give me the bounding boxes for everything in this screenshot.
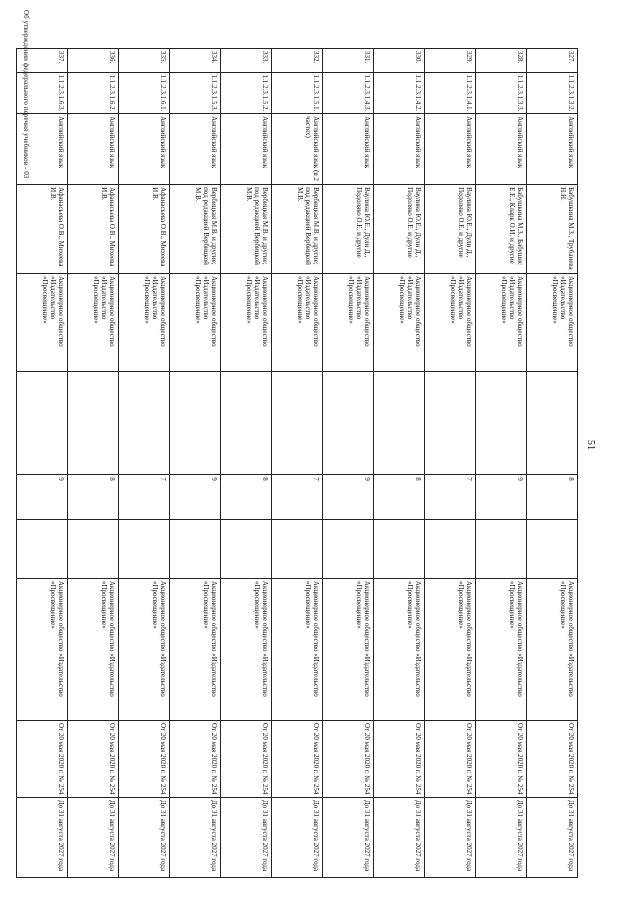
row-publisher <box>476 273 527 371</box>
row-number <box>68 49 119 73</box>
table-row <box>374 49 425 878</box>
row-authors-text: Афанасьева О.В., Михеева И.В. <box>99 187 116 267</box>
row-grade <box>527 475 578 519</box>
row-subject-text: Английский язык <box>414 116 422 169</box>
row-authors <box>374 185 425 274</box>
row-grade-text: 8 <box>414 477 422 481</box>
row-authors-text: Вербицкая М.В. и другие; под редакцией Вербицкой М.В. <box>193 187 218 265</box>
row-authors-text: Афанасьева О.В., Михеева И.В. <box>48 187 65 267</box>
row-publisher <box>68 273 119 371</box>
row-code <box>476 72 527 113</box>
row-term-text: До 31 августа 2027 года <box>210 799 218 872</box>
row-blank-cell <box>374 519 425 578</box>
row-order <box>68 721 119 798</box>
row-order <box>170 721 221 798</box>
row-blank-cell <box>119 371 170 475</box>
row-subject-text: Английский язык <box>516 116 524 169</box>
row-term-text: До 31 августа 2027 года <box>414 799 422 872</box>
table-row <box>119 49 170 878</box>
row-number <box>119 49 170 73</box>
row-authors <box>323 185 374 274</box>
row-number-text: 328. <box>516 51 524 64</box>
row-number-text: 332. <box>312 51 320 64</box>
row-blank-cell <box>425 371 476 475</box>
row-order-text: От 20 мая 2020 г. № 254 <box>312 723 320 795</box>
row-grade <box>374 475 425 519</box>
row-publisher-text: Акционерное общество «Издательство «Просвещение» <box>295 275 320 347</box>
row-publisher-2-text: Акционерное общество «Издательство «Просвещение» <box>558 580 575 697</box>
row-blank-cell <box>476 519 527 578</box>
row-publisher-2-text: Акционерное общество «Издательство «Просвещение» <box>99 580 116 697</box>
row-subject-text: Английский язык <box>108 116 116 169</box>
row-order-text: От 20 мая 2020 г. № 254 <box>261 723 269 795</box>
row-blank-cell <box>272 371 323 475</box>
row-term <box>272 797 323 877</box>
row-grade <box>221 475 272 519</box>
row-publisher-2-text: Акционерное общество «Издательство «Просвещение» <box>150 580 167 697</box>
row-authors-text: Вербицкая М.В. и другие; под редакцией Вербицкой М.В. <box>295 187 320 265</box>
row-blank-cell <box>17 371 68 475</box>
table-row <box>221 49 272 878</box>
row-authors <box>170 185 221 274</box>
row-authors <box>527 185 578 274</box>
table-row <box>527 49 578 878</box>
row-publisher-2-text: Акционерное общество «Издательство «Просвещение» <box>252 580 269 697</box>
row-number-text: 331. <box>363 51 371 64</box>
row-publisher-text: Акционерное общество «Издательство «Просвещение» <box>193 275 218 347</box>
row-subject-text: Английский язык <box>261 116 269 169</box>
row-blank-cell <box>221 371 272 475</box>
table-row <box>476 49 527 878</box>
row-term <box>221 797 272 877</box>
row-publisher <box>221 273 272 371</box>
row-number-text: 330. <box>414 51 422 64</box>
row-order-text: От 20 мая 2020 г. № 254 <box>108 723 116 795</box>
row-code <box>119 72 170 113</box>
row-term <box>476 797 527 877</box>
row-authors <box>476 185 527 274</box>
row-publisher-2 <box>272 578 323 720</box>
row-grade-text: 8 <box>567 477 575 481</box>
row-order-text: От 20 мая 2020 г. № 254 <box>210 723 218 795</box>
row-term-text: До 31 августа 2027 года <box>567 799 575 872</box>
row-publisher-2-text: Акционерное общество «Издательство «Просвещение» <box>456 580 473 697</box>
row-term <box>17 797 68 877</box>
row-order <box>527 721 578 798</box>
table-row <box>323 49 374 878</box>
row-authors-text: Ваулина Ю.Е., Дули Д., Подоляко О.Е. и другие <box>405 187 422 258</box>
row-order-text: От 20 мая 2020 г. № 254 <box>465 723 473 795</box>
row-publisher-2 <box>425 578 476 720</box>
row-subject <box>221 114 272 185</box>
row-blank-cell <box>68 371 119 475</box>
row-blank-cell <box>425 519 476 578</box>
row-number-text: 333. <box>261 51 269 64</box>
row-authors-text: Бабушкина М.З., Трубанева Н.Н. <box>558 187 575 270</box>
row-number <box>476 49 527 73</box>
row-grade <box>476 475 527 519</box>
row-grade <box>425 475 476 519</box>
row-code <box>272 72 323 113</box>
row-term-text: До 31 августа 2027 года <box>516 799 524 872</box>
row-grade <box>272 475 323 519</box>
row-term <box>119 797 170 877</box>
row-order-text: От 20 мая 2020 г. № 254 <box>516 723 524 795</box>
row-number-text: 334. <box>210 51 218 64</box>
row-publisher-text: Акционерное общество «Издательство «Просвещение» <box>397 275 422 347</box>
row-term <box>68 797 119 877</box>
row-subject-text: Английский язык <box>567 116 575 169</box>
row-code <box>323 72 374 113</box>
row-grade-text: 9 <box>57 477 65 481</box>
row-grade-text: 7 <box>465 477 473 481</box>
row-blank-cell <box>170 519 221 578</box>
row-publisher <box>119 273 170 371</box>
row-subject <box>527 114 578 185</box>
row-publisher-2 <box>68 578 119 720</box>
row-publisher-2 <box>323 578 374 720</box>
row-code-text: 1.1.2.3.1.6.3. <box>57 74 65 112</box>
row-blank-cell <box>323 519 374 578</box>
row-blank-cell <box>476 371 527 475</box>
table-row <box>170 49 221 878</box>
row-authors <box>17 185 68 274</box>
row-publisher <box>170 273 221 371</box>
row-code-text: 1.1.2.3.1.5.2. <box>261 74 269 112</box>
row-number-text: 335. <box>159 51 167 64</box>
row-term-text: До 31 августа 2027 года <box>363 799 371 872</box>
row-authors-text: Афанасьева О.В., Михеева И.В. <box>150 187 167 267</box>
row-code <box>527 72 578 113</box>
row-order <box>425 721 476 798</box>
row-term-text: До 31 августа 2027 года <box>108 799 116 872</box>
row-code-text: 1.1.2.3.1.3.3. <box>516 74 524 112</box>
row-blank-cell <box>374 371 425 475</box>
row-subject <box>68 114 119 185</box>
row-publisher-2-text: Акционерное общество «Издательство «Просвещение» <box>354 580 371 697</box>
row-order-text: От 20 мая 2020 г. № 254 <box>159 723 167 795</box>
row-code-text: 1.1.2.3.1.5.1. <box>312 74 320 112</box>
row-blank-cell <box>17 519 68 578</box>
row-code-text: 1.1.2.3.1.6.1. <box>159 74 167 112</box>
row-grade-text: 9 <box>210 477 218 481</box>
footer-note: Об утверждении федерального перечня учебников - 03 <box>22 10 30 179</box>
row-authors <box>221 185 272 274</box>
row-authors <box>119 185 170 274</box>
row-code <box>68 72 119 113</box>
row-publisher-2-text: Акционерное общество «Издательство «Просвещение» <box>507 580 524 697</box>
row-grade-text: 9 <box>363 477 371 481</box>
row-order <box>476 721 527 798</box>
row-number <box>323 49 374 73</box>
row-blank-cell <box>221 519 272 578</box>
row-number <box>221 49 272 73</box>
row-publisher <box>374 273 425 371</box>
row-code-text: 1.1.2.3.1.4.1. <box>465 74 473 112</box>
row-order <box>272 721 323 798</box>
row-blank-cell <box>527 371 578 475</box>
row-number <box>272 49 323 73</box>
row-publisher-2-text: Акционерное общество «Издательство «Просвещение» <box>405 580 422 697</box>
table-body <box>17 49 578 878</box>
row-subject <box>374 114 425 185</box>
row-code-text: 1.1.2.3.1.3.2. <box>567 74 575 112</box>
row-publisher-2 <box>374 578 425 720</box>
row-code-text: 1.1.2.3.1.6.2. <box>108 74 116 112</box>
row-publisher <box>323 273 374 371</box>
row-number-text: 337. <box>57 51 65 64</box>
row-subject-text: Английский язык <box>210 116 218 169</box>
row-publisher <box>527 273 578 371</box>
row-term <box>527 797 578 877</box>
row-term-text: До 31 августа 2027 года <box>159 799 167 872</box>
row-subject <box>170 114 221 185</box>
row-subject-text: Английский язык <box>465 116 473 169</box>
row-grade-text: 7 <box>159 477 167 481</box>
row-code <box>221 72 272 113</box>
table-row <box>272 49 323 878</box>
row-term-text: До 31 августа 2027 года <box>465 799 473 872</box>
textbook-table <box>16 48 578 878</box>
row-number <box>374 49 425 73</box>
row-grade <box>68 475 119 519</box>
row-blank-cell <box>527 519 578 578</box>
row-authors <box>425 185 476 274</box>
row-term <box>170 797 221 877</box>
row-publisher-text: Акционерное общество «Издательство «Просвещение» <box>448 275 473 347</box>
row-order <box>374 721 425 798</box>
row-publisher-text: Акционерное общество «Издательство «Просвещение» <box>499 275 524 347</box>
row-code-text: 1.1.2.3.1.4.3. <box>363 74 371 112</box>
row-publisher-text: Акционерное общество «Издательство «Просвещение» <box>142 275 167 347</box>
row-order <box>221 721 272 798</box>
row-order <box>119 721 170 798</box>
row-publisher-2 <box>527 578 578 720</box>
row-authors <box>68 185 119 274</box>
row-subject <box>425 114 476 185</box>
row-publisher-text: Акционерное общество «Издательство «Просвещение» <box>244 275 269 347</box>
row-term <box>374 797 425 877</box>
row-subject <box>272 114 323 185</box>
row-publisher-2-text: Акционерное общество «Издательство «Просвещение» <box>303 580 320 697</box>
row-term <box>425 797 476 877</box>
row-grade-text: 7 <box>312 477 320 481</box>
row-grade-text: 8 <box>108 477 116 481</box>
row-code <box>170 72 221 113</box>
row-subject-text: Английский язык <box>363 116 371 169</box>
row-authors-text: Ваулина Ю.Е., Дули Д., Подоляко О.Е. и другие <box>456 187 473 258</box>
row-publisher-text: Акционерное общество «Издательство «Просвещение» <box>40 275 65 347</box>
row-order-text: От 20 мая 2020 г. № 254 <box>414 723 422 795</box>
row-order <box>323 721 374 798</box>
row-number-text: 327. <box>567 51 575 64</box>
row-number-text: 329. <box>465 51 473 64</box>
row-term <box>323 797 374 877</box>
row-term-text: До 31 августа 2027 года <box>261 799 269 872</box>
row-blank-cell <box>272 519 323 578</box>
row-publisher <box>425 273 476 371</box>
row-code-text: 1.1.2.3.1.4.2. <box>414 74 422 112</box>
row-authors-text: Ваулина Ю.Е., Дули Д., Подоляко О.Е. и другие <box>354 187 371 258</box>
row-grade <box>170 475 221 519</box>
table-row <box>68 49 119 878</box>
row-publisher-2 <box>476 578 527 720</box>
row-term-text: До 31 августа 2027 года <box>312 799 320 872</box>
row-publisher-2 <box>170 578 221 720</box>
page-number: 51 <box>585 440 596 450</box>
row-publisher-text: Акционерное общество «Издательство «Просвещение» <box>346 275 371 347</box>
row-authors-text: Бабушкина М.З., Бабушис Е.Е., Кларк О.И. и другие <box>507 187 524 266</box>
row-subject-text: Английский язык <box>57 116 65 169</box>
row-publisher-2-text: Акционерное общество «Издательство «Просвещение» <box>48 580 65 697</box>
row-publisher-2 <box>221 578 272 720</box>
table-row <box>425 49 476 878</box>
row-number <box>425 49 476 73</box>
row-authors-text: Вербицкая М.В. и другие; под редакцией Вербицкой М.В. <box>244 187 269 265</box>
row-subject-text: Английский язык <box>159 116 167 169</box>
row-blank-cell <box>68 519 119 578</box>
row-blank-cell <box>119 519 170 578</box>
row-authors <box>272 185 323 274</box>
row-publisher <box>272 273 323 371</box>
row-publisher-2-text: Акционерное общество «Издательство «Просвещение» <box>201 580 218 697</box>
row-number <box>527 49 578 73</box>
row-blank-cell <box>323 371 374 475</box>
row-grade-text: 8 <box>261 477 269 481</box>
row-term-text: До 31 августа 2027 года <box>57 799 65 872</box>
row-blank-cell <box>170 371 221 475</box>
row-subject <box>119 114 170 185</box>
row-order-text: От 20 мая 2020 г. № 254 <box>57 723 65 795</box>
row-code <box>374 72 425 113</box>
row-number-text: 336. <box>108 51 116 64</box>
row-publisher-2 <box>119 578 170 720</box>
row-code <box>425 72 476 113</box>
row-publisher-2 <box>17 578 68 720</box>
row-order-text: От 20 мая 2020 г. № 254 <box>567 723 575 795</box>
row-code-text: 1.1.2.3.1.5.3. <box>210 74 218 112</box>
row-publisher-text: Акционерное общество «Издательство «Просвещение» <box>550 275 575 347</box>
row-grade <box>119 475 170 519</box>
row-publisher <box>17 273 68 371</box>
row-subject <box>476 114 527 185</box>
row-subject <box>323 114 374 185</box>
row-order-text: От 20 мая 2020 г. № 254 <box>363 723 371 795</box>
row-subject-text: Английский язык (в 2 частях) <box>303 116 320 181</box>
row-grade-text: 9 <box>516 477 524 481</box>
row-grade <box>17 475 68 519</box>
row-publisher-text: Акционерное общество «Издательство «Просвещение» <box>91 275 116 347</box>
row-number <box>170 49 221 73</box>
row-order <box>17 721 68 798</box>
row-grade <box>323 475 374 519</box>
